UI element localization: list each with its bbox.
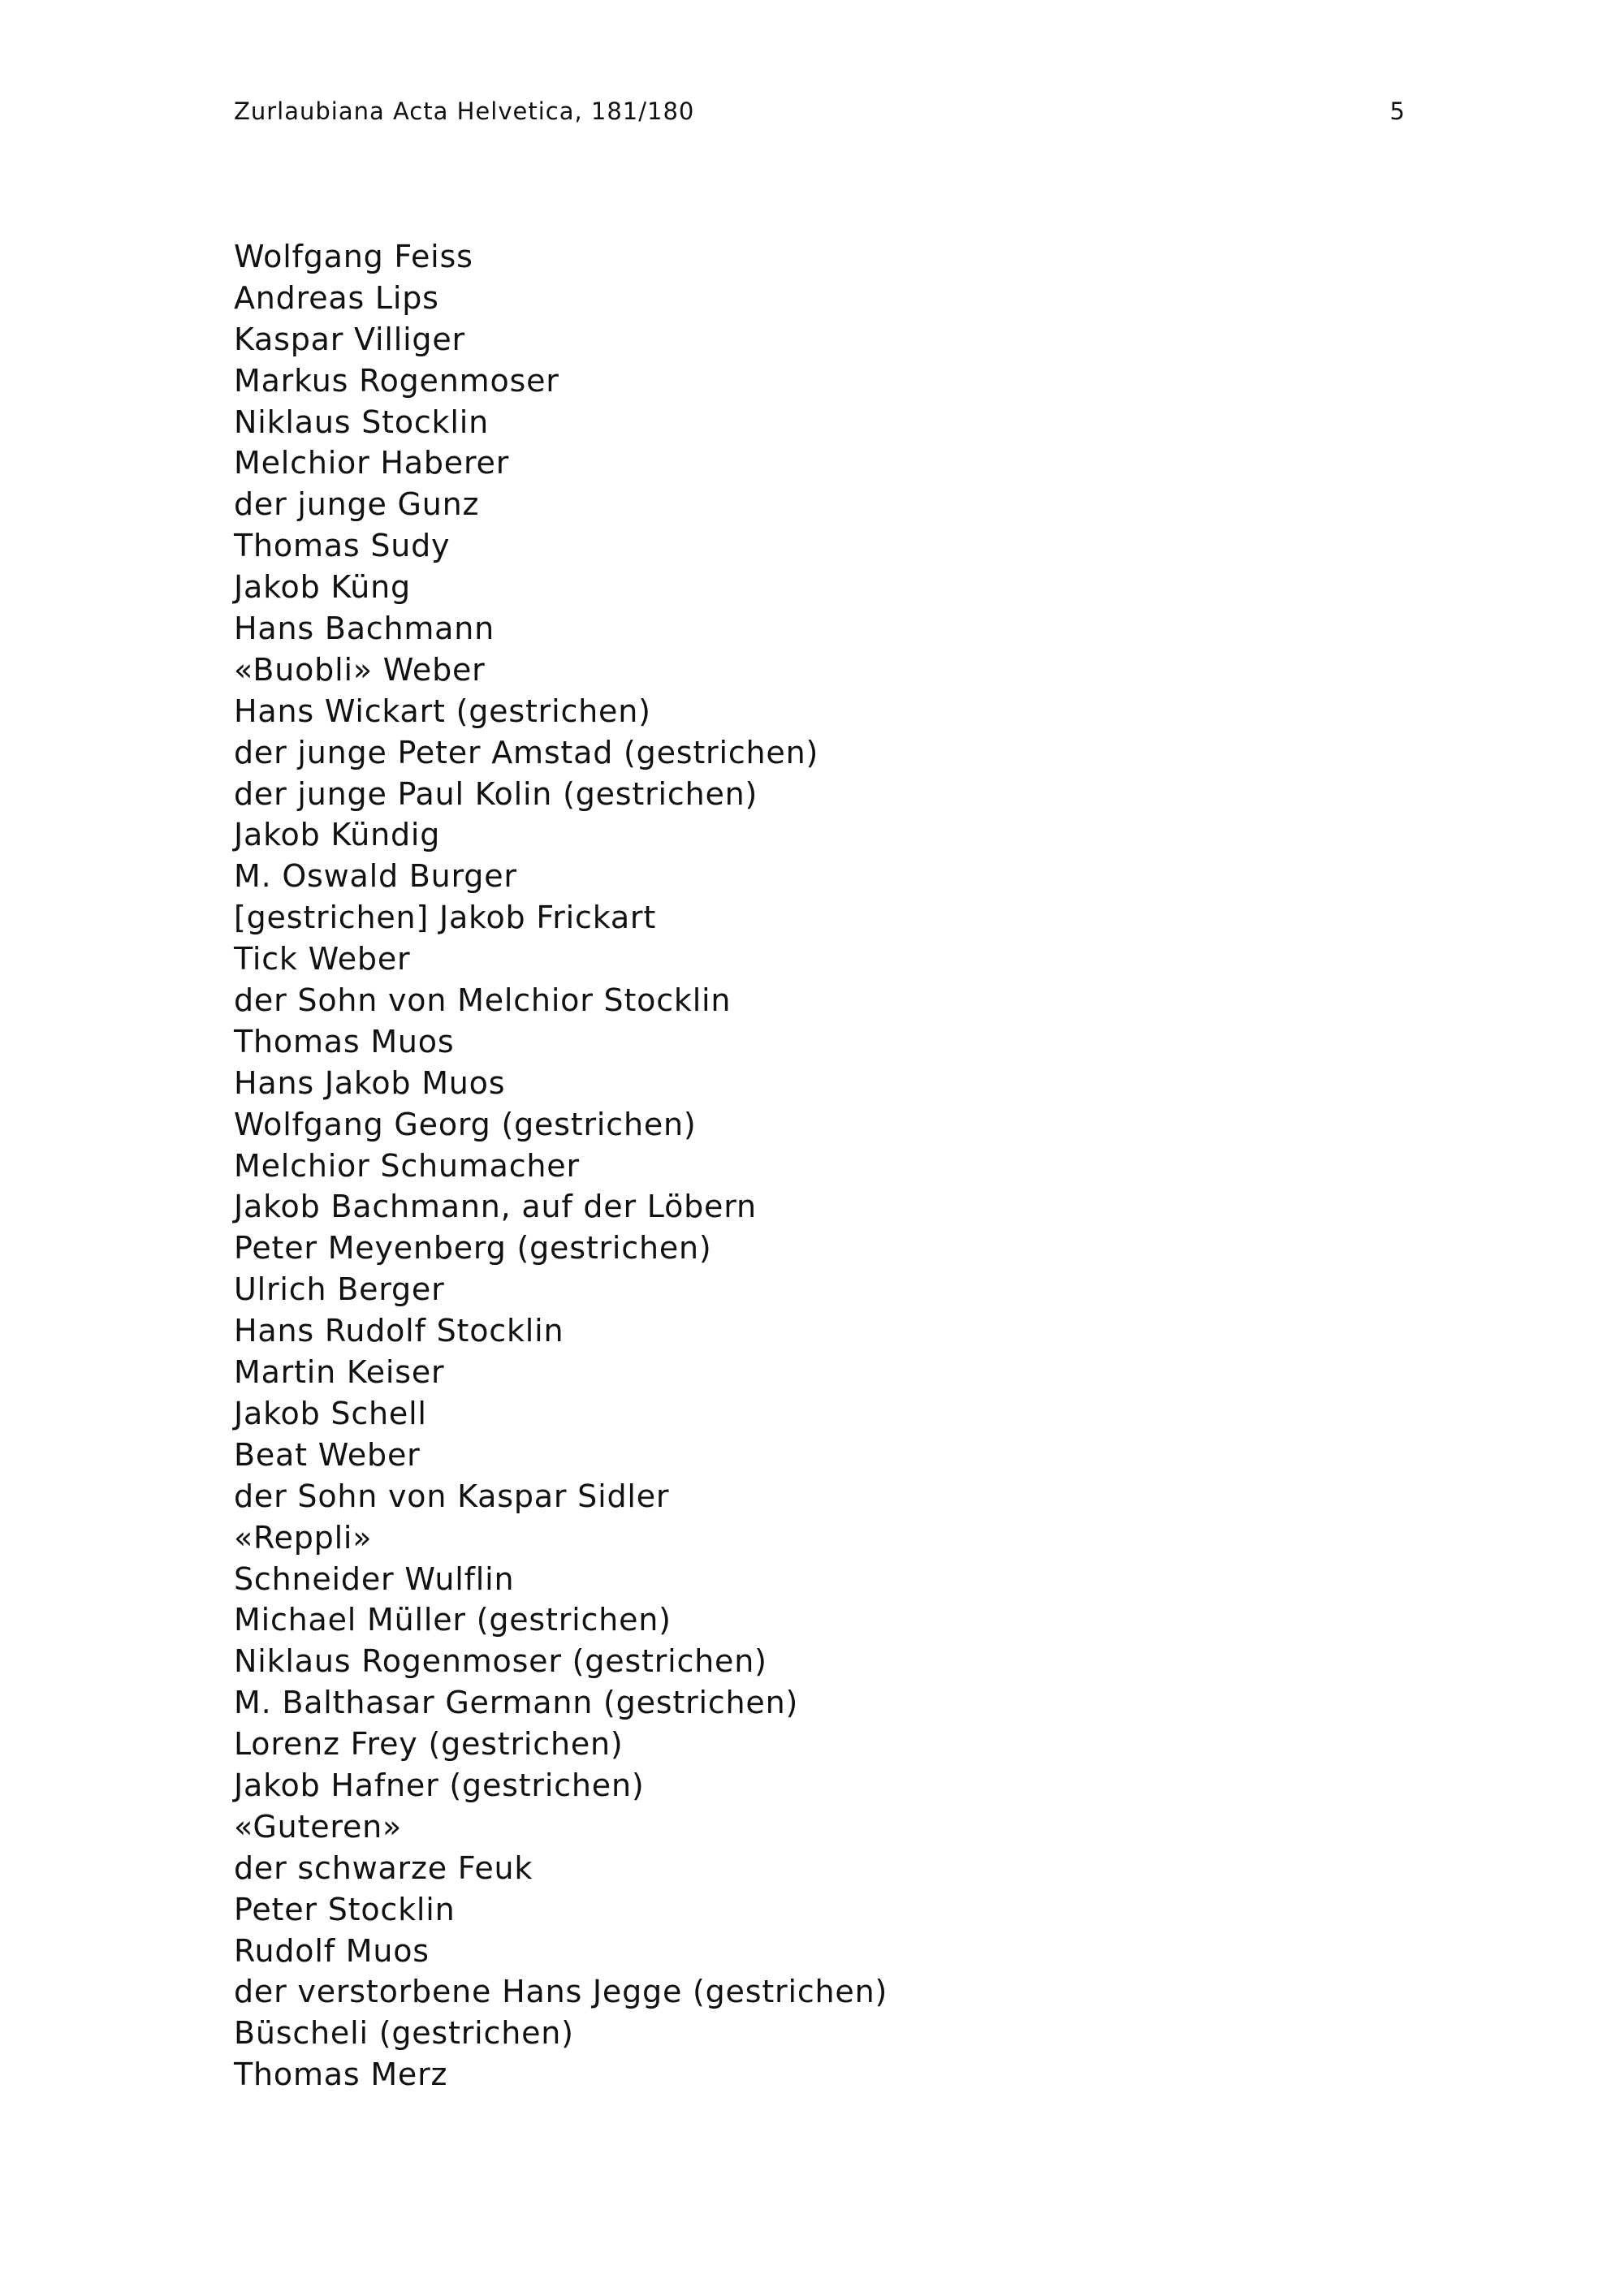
name-list-item: M. Balthasar Germann (gestrichen) bbox=[234, 1685, 799, 1721]
name-list-item: Wolfgang Georg (gestrichen) bbox=[234, 1106, 697, 1142]
name-list-item: der schwarze Feuk bbox=[234, 1849, 533, 1886]
name-list-item: Niklaus Stocklin bbox=[234, 404, 489, 440]
page-number: 5 bbox=[1389, 97, 1405, 125]
name-list-item: der verstorbene Hans Jegge (gestrichen) bbox=[234, 1974, 888, 2010]
name-list-item: Hans Rudolf Stocklin bbox=[234, 1313, 564, 1349]
name-list-item: der Sohn von Kaspar Sidler bbox=[234, 1478, 670, 1514]
name-list-item: Thomas Merz bbox=[234, 2056, 448, 2093]
page-header bbox=[234, 91, 1405, 132]
name-list-item: der junge Peter Amstad (gestrichen) bbox=[234, 734, 819, 770]
name-list-item: «Reppli» bbox=[234, 1519, 373, 1556]
names-list bbox=[234, 236, 888, 2095]
name-list-item: [gestrichen] Jakob Frickart bbox=[234, 900, 657, 936]
name-list-item: Martin Keiser bbox=[234, 1354, 445, 1391]
running-header-title: Zurlaubiana Acta Helvetica, 181/180 bbox=[234, 97, 695, 125]
name-list-item: Rudolf Muos bbox=[234, 1932, 430, 1969]
name-list-item: Jakob Küng bbox=[234, 569, 411, 606]
name-list-item: Peter Meyenberg (gestrichen) bbox=[234, 1230, 712, 1267]
name-list-item: der junge Gunz bbox=[234, 486, 480, 523]
name-list-item: «Buobli» Weber bbox=[234, 651, 486, 688]
name-list-item: Jakob Bachmann, auf der Löbern bbox=[234, 1189, 757, 1225]
name-list-item: Thomas Sudy bbox=[234, 528, 451, 564]
name-list-item: Tick Weber bbox=[234, 941, 411, 978]
name-list-item: Melchior Haberer bbox=[234, 445, 510, 481]
name-list-item: Ulrich Berger bbox=[234, 1271, 445, 1308]
name-list-item: Hans Wickart (gestrichen) bbox=[234, 693, 651, 729]
name-list-item: Büscheli (gestrichen) bbox=[234, 2015, 574, 2052]
name-list-item: Lorenz Frey (gestrichen) bbox=[234, 1726, 624, 1763]
name-list-item: Jakob Kündig bbox=[234, 817, 441, 853]
name-list-item: Peter Stocklin bbox=[234, 1891, 456, 1927]
name-list-item: Thomas Muos bbox=[234, 1023, 455, 1060]
name-list-item: M. Oswald Burger bbox=[234, 858, 517, 895]
name-list-item: Hans Bachmann bbox=[234, 611, 495, 647]
name-list-item: Wolfgang Feiss bbox=[234, 239, 473, 274]
name-list-item: Beat Weber bbox=[234, 1436, 421, 1473]
name-list-item: der Sohn von Melchior Stocklin bbox=[234, 982, 732, 1019]
name-list-item: Kaspar Villiger bbox=[234, 321, 465, 357]
name-list-item: Markus Rogenmoser bbox=[234, 362, 559, 399]
name-list-item: Melchior Schumacher bbox=[234, 1147, 580, 1184]
name-list-item: der junge Paul Kolin (gestrichen) bbox=[234, 775, 758, 812]
name-list-item: Michael Müller (gestrichen) bbox=[234, 1602, 672, 1638]
name-list-item: Hans Jakob Muos bbox=[234, 1064, 506, 1101]
name-list-item: Niklaus Rogenmoser (gestrichen) bbox=[234, 1643, 767, 1680]
name-list-item: Jakob Hafner (gestrichen) bbox=[234, 1767, 645, 1803]
name-list-item: «Guteren» bbox=[234, 1808, 403, 1845]
name-list-item: Jakob Schell bbox=[234, 1395, 427, 1431]
name-list-item: Schneider Wulflin bbox=[234, 1560, 515, 1597]
name-list-item: Andreas Lips bbox=[234, 279, 439, 316]
